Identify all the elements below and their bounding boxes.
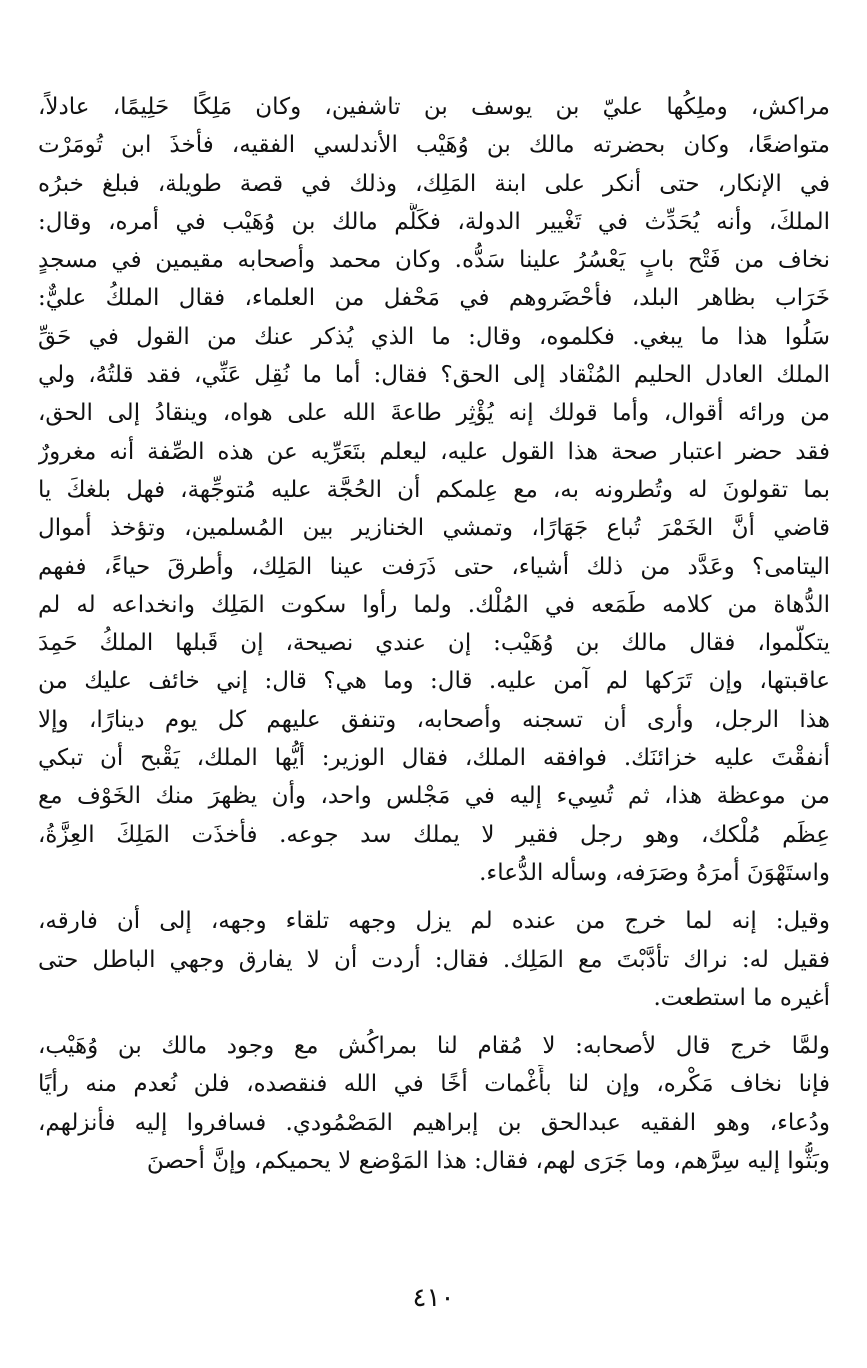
paragraph: [38, 902, 830, 1017]
paragraph: [38, 88, 830, 892]
paragraph: [38, 1027, 830, 1180]
text-line: الملك العادل الحليم المُنْقاد إلى الحق؟ فقال: أما ما نُقِل عَنِّي، فقد قلتُهُ، ولي: [38, 362, 830, 389]
text-line: أغيره ما استطعت.: [653, 984, 830, 1011]
text-line: الدُّهاة من كلامه طَمَعه في المُلْك. ولما رأوا سكوت المَلِك وانخداعه له لم: [38, 591, 830, 618]
text-line: هذا الرجل، وأرى أن تسجنه وأصحابه، وتنفق عليهم كل يوم دينارًا، وإلا: [38, 706, 830, 733]
text-line: أنفقْتَ عليه خزائنَك. فوافقه الملك، فقال الوزير: أيُّها الملك، يَقْبح أن تبكي: [38, 745, 830, 772]
text-line: خَرَاب بظاهر البلد، فأحْضَروهم في مَحْفل من العلماء، فقال الملكُ عليٌّ:: [38, 285, 830, 312]
text-line: واستَهْوَنَ أمرَهُ وصَرَفه، وسأله الدُّعاء.: [479, 859, 830, 886]
text-line: ولمَّا خرج قال لأصحابه: لا مُقام لنا بمراكُش مع وجود مالك بن وُهَيْب،: [38, 1033, 830, 1060]
text-line: سَلُوا هذا ما يبغي. فكلموه، وقال: ما الذي يُذكر عنك من القول في حَقِّ: [38, 323, 830, 350]
text-line: في الإنكار، حتى أنكر على ابنة المَلِك، وذلك في قصة طويلة، فبلغ خبرُه: [38, 170, 830, 197]
text-line: قاضي أنَّ الخَمْرَ تُباع جَهَارًا، وتمشي الخنازير بين المُسلمين، وتؤخذ أموال: [38, 515, 830, 542]
text-line: يتكلّموا، فقال مالك بن وُهَيْب: إن عندي نصيحة، إن قَبلها الملكُ حَمِدَ: [38, 630, 830, 657]
text-line: مراكش، وملِكُها عليّ بن يوسف بن تاشفين، وكان مَلِكًا حَلِيمًا، عادلاً،: [38, 94, 830, 120]
text-line: نخاف من فَتْح بابٍ يَعْسُرُ علينا سَدُّه. وكان محمد وأصحابه مقيمين في مسجدٍ: [38, 247, 830, 274]
text-line: عِظَم مُلْكك، وهو رجل فقير لا يملك سد جوعه. فأخذَت المَلِكَ العِزَّةُ،: [38, 821, 830, 848]
text-line: اليتامى؟ وعَدَّد من ذلك أشياء، حتى ذَرَفت عينا المَلِك، وأطرقَ حياءً، ففهم: [38, 553, 830, 580]
text-line: فإنا نخاف مَكْره، وإن لنا بأَغْمات أخًا في الله فنقصده، فلن نُعدم منه رأيًا: [38, 1071, 830, 1098]
text-line: وبَثُّوا إليه سِرَّهم، وما جَرَى لهم، فقال: هذا المَوْضع لا يحميكم، وإنَّ أحصنَ: [146, 1148, 830, 1175]
text-line: من ورائه أقوال، وأما قولك إنه يُؤْثِر طاعةَ الله على هواه، وينقادُ إلى الحق،: [38, 400, 830, 427]
page-number: ٤١٠: [412, 1283, 455, 1313]
text-line: ودُعاء، وهو الفقيه عبدالحق بن إبراهيم المَصْمُودي. فسافروا إليه فأنزلهم،: [38, 1109, 830, 1136]
text-line: وقيل: إنه لما خرج من عنده لم يزل وجهه تلقاء وجهه، إلى أن فارقه،: [38, 908, 830, 935]
text-line: الملكَ، وأنه يُحَدِّث في تَغْيير الدولة، فكَلَّم مالك بن وُهَيْب في أمره، وقال:: [38, 208, 830, 235]
page-body: [38, 88, 830, 1190]
text-line: فقد حضر اعتبار صحة هذا القول عليه، ليعلم بتَعَرِّيه عن هذه الصِّفة أنه مغرورٌ: [38, 438, 830, 465]
text-line: عاقبتها، وإن تَرَكها لم آمن عليه. قال: وما هي؟ قال: إني خائف عليك من: [38, 668, 830, 695]
text-line: فقيل له: نراك تأدَّبْتَ مع المَلِك. فقال: أردت أن لا يفارق وجهي الباطل حتى: [38, 946, 830, 973]
text-line: بما تقولونَ له وتُطرونه به، مع عِلمكم أن الحُجَّة عليه مُتوجِّهة، فهل بلغكَ يا: [38, 476, 830, 503]
text-line: من موعظة هذا، ثم تُسِيء إليه في مَجْلس واحد، وأن يظهرَ منك الخَوْف مع: [38, 783, 830, 810]
text-line: متواضعًا، وكان بحضرته مالك بن وُهَيْب الأندلسي الفقيه، فأخذَ ابن تُومَرْت: [38, 132, 830, 159]
